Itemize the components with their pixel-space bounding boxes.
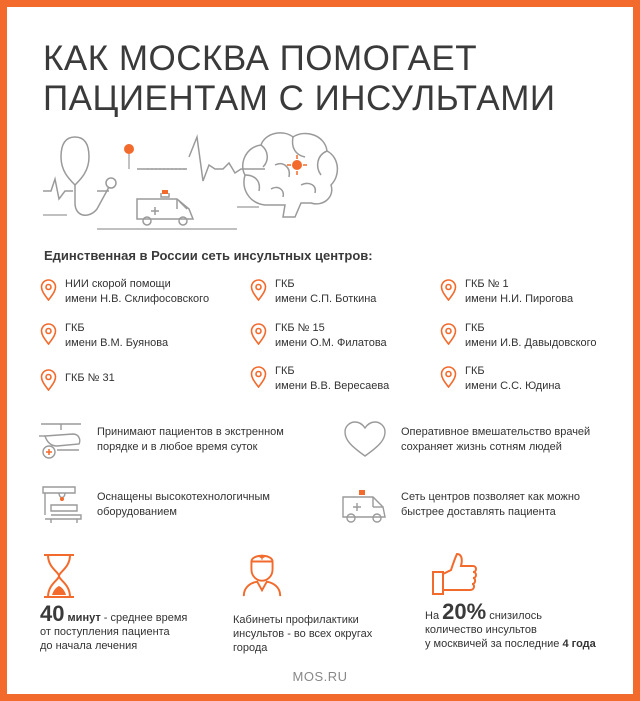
location-name: ГКБ <box>65 322 85 334</box>
location-subname: имени И.В. Давыдовского <box>465 337 597 349</box>
location-item <box>40 367 115 391</box>
stat-cabinets <box>233 550 372 655</box>
location-name: ГКБ <box>275 365 295 377</box>
feature-text: Оперативное вмешательство врачей <box>401 426 591 438</box>
location-pin-icon <box>40 369 57 391</box>
location-pin-icon <box>40 279 57 301</box>
ambulance-icon <box>341 485 389 525</box>
feature-text: Сеть центров позволяет как можно <box>401 491 581 503</box>
location-item <box>440 364 561 394</box>
stat-number: 20% <box>442 599 487 624</box>
ambulance-illustration <box>137 193 193 225</box>
section-subtitle: Единственная в России сеть инсультных центров: <box>44 248 373 263</box>
location-subname: имени В.М. Буянова <box>65 337 169 349</box>
location-name: ГКБ № 31 <box>65 372 115 384</box>
location-pin-icon <box>440 323 457 345</box>
location-name: НИИ скорой помощи <box>65 278 171 290</box>
location-item <box>250 321 387 351</box>
location-subname: имени Н.В. Склифосовского <box>65 293 210 305</box>
location-item <box>440 321 597 351</box>
feature-text: порядке и в любое время суток <box>97 441 258 453</box>
location-item <box>250 364 389 394</box>
location-name: ГКБ № 1 <box>465 278 509 290</box>
helicopter-icon <box>37 420 85 460</box>
location-name: ГКБ № 15 <box>275 322 325 334</box>
brain-icon <box>235 125 345 225</box>
location-item <box>440 277 573 307</box>
thumbs-up-icon <box>431 550 481 598</box>
location-subname: имени В.В. Вересаева <box>275 380 390 392</box>
stat-text: Кабинеты профилактики <box>233 614 359 626</box>
title-line-2: ПАЦИЕНТАМ С ИНСУЛЬТАМИ <box>43 79 556 118</box>
title-line-1: КАК МОСКВА ПОМОГАЕТ <box>43 39 478 78</box>
stat-text: до начала лечения <box>40 640 138 652</box>
stat-text: На <box>425 610 443 622</box>
stat-text: у москвичей за последние <box>425 638 563 650</box>
stat-text: от поступления пациента <box>40 626 170 638</box>
pulse-line <box>43 137 265 199</box>
location-subname: имени С.С. Юдина <box>465 380 561 392</box>
location-pin-icon <box>250 279 267 301</box>
stat-text: количество инсультов <box>425 624 537 636</box>
footer-source: MOS.RU <box>292 669 348 684</box>
page-title <box>43 39 603 119</box>
stat-text: - среднее время <box>100 612 188 624</box>
stat-text: снизилось <box>486 610 543 622</box>
location-pin-icon <box>440 279 457 301</box>
feature-text: быстрее доставлять пациента <box>401 506 556 518</box>
feature-text: Принимают пациентов в экстренном <box>97 426 284 438</box>
stat-unit: минут <box>67 612 101 624</box>
hourglass-icon <box>40 552 90 600</box>
stat-number: 40 <box>40 601 65 626</box>
location-pin-icon <box>250 323 267 345</box>
location-item <box>40 277 209 307</box>
location-pin-icon <box>250 366 267 388</box>
location-subname: имени С.П. Боткина <box>275 293 377 305</box>
location-subname: имени Н.И. Пирогова <box>465 293 574 305</box>
alert-dot-icon <box>124 144 134 154</box>
medical-equipment-icon <box>37 485 85 525</box>
stat-years: 4 года <box>562 638 596 650</box>
location-pin-icon <box>440 366 457 388</box>
feature-text: сохраняет жизнь сотням людей <box>401 441 562 453</box>
location-item <box>250 277 376 307</box>
feature-item <box>37 420 284 460</box>
feature-item <box>341 485 580 525</box>
infographic-card <box>7 7 633 694</box>
stat-text: инсультов - во всех округах <box>233 628 373 640</box>
feature-text: оборудованием <box>97 506 177 518</box>
stat-text: города <box>233 642 268 654</box>
location-subname: имени О.М. Филатова <box>275 337 387 349</box>
feature-item <box>37 485 270 525</box>
stat-decline <box>425 550 596 651</box>
location-name: ГКБ <box>465 365 485 377</box>
location-pin-icon <box>40 323 57 345</box>
location-item <box>40 321 168 351</box>
doctor-icon <box>237 550 287 598</box>
location-name: ГКБ <box>465 322 485 334</box>
feature-text: Оснащены высокотехнологичным <box>97 491 270 503</box>
stat-time <box>40 552 187 653</box>
stethoscope-icon <box>61 137 116 215</box>
feature-item <box>341 420 590 460</box>
location-name: ГКБ <box>275 278 295 290</box>
heart-icon <box>341 420 389 460</box>
